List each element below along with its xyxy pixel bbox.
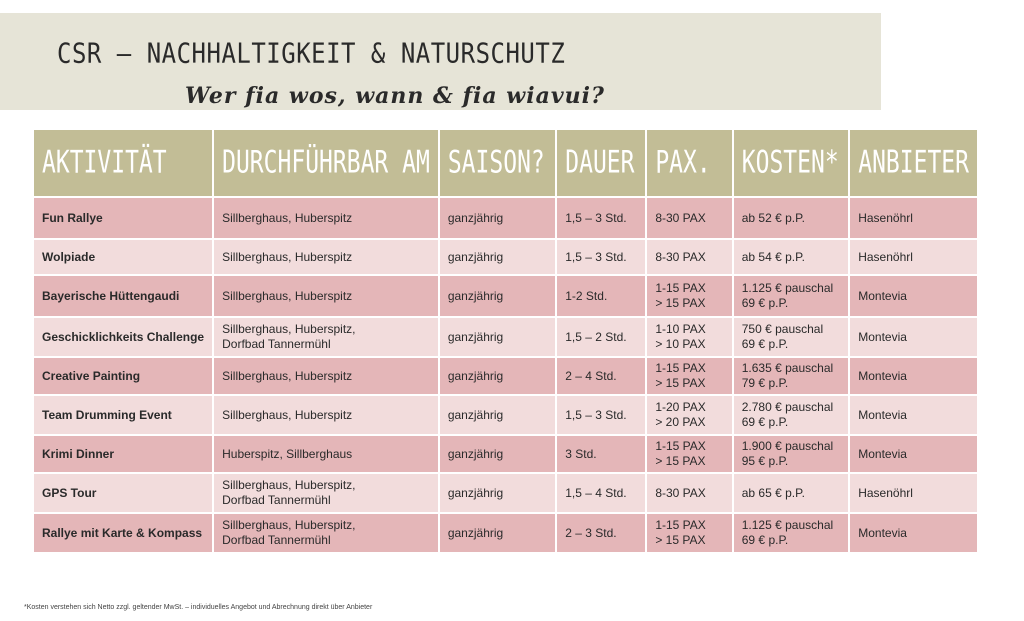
cell-location: Sillberghaus, Huberspitz	[214, 396, 440, 436]
cell-pax: 1-10 PAX > 10 PAX	[647, 318, 733, 358]
cell-provider: Hasenöhrl	[850, 474, 977, 514]
cell-season: ganzjährig	[440, 318, 557, 358]
cell-activity: Wolpiade	[34, 240, 214, 276]
footnote: *Kosten verstehen sich Netto zzgl. geltender MwSt. – individuelles Angebot und Abrechnung direkt über Anbieter	[24, 604, 373, 611]
column-header-pax: PAX.	[647, 130, 733, 198]
column-header-cost: KOSTEN*	[734, 130, 850, 198]
table-row	[34, 276, 977, 318]
cell-cost: 1.635 € pauschal 79 € p.P.	[734, 358, 850, 396]
table-row	[34, 240, 977, 276]
cell-provider: Montevia	[850, 358, 977, 396]
cell-cost: 1.125 € pauschal 69 € p.P.	[734, 276, 850, 318]
cell-duration: 1,5 – 2 Std.	[557, 318, 647, 358]
page-title: CSR – NACHHALTIGKEIT & NATURSCHUTZ	[57, 37, 566, 70]
table-row	[34, 198, 977, 240]
table-row	[34, 436, 977, 474]
cell-location: Sillberghaus, Huberspitz	[214, 358, 440, 396]
cell-provider: Hasenöhrl	[850, 240, 977, 276]
table-header-row	[34, 130, 977, 198]
cell-provider: Montevia	[850, 318, 977, 358]
cell-season: ganzjährig	[440, 474, 557, 514]
cell-activity: Creative Painting	[34, 358, 214, 396]
cell-duration: 1,5 – 4 Std.	[557, 474, 647, 514]
cell-cost: 1.125 € pauschal 69 € p.P.	[734, 514, 850, 554]
column-header-location: DURCHFÜHRBAR AM	[214, 130, 440, 198]
table-body	[34, 198, 977, 554]
cell-cost: ab 52 € p.P.	[734, 198, 850, 240]
cell-duration: 1,5 – 3 Std.	[557, 198, 647, 240]
cell-activity: Rallye mit Karte & Kompass	[34, 514, 214, 554]
cell-location: Sillberghaus, Huberspitz, Dorfbad Tannermühl	[214, 474, 440, 514]
cell-activity: Bayerische Hüttengaudi	[34, 276, 214, 318]
cell-duration: 1,5 – 3 Std.	[557, 240, 647, 276]
activities-table	[34, 130, 977, 554]
title-banner	[0, 13, 881, 110]
cell-provider: Montevia	[850, 514, 977, 554]
page-subtitle: Wer fia wos, wann & fia wiavui?	[185, 83, 605, 109]
column-header-activity: AKTIVITÄT	[34, 130, 214, 198]
cell-cost: 2.780 € pauschal 69 € p.P.	[734, 396, 850, 436]
cell-pax: 8-30 PAX	[647, 198, 733, 240]
column-header-provider: ANBIETER	[850, 130, 977, 198]
cell-pax: 1-20 PAX > 20 PAX	[647, 396, 733, 436]
cell-season: ganzjährig	[440, 276, 557, 318]
cell-duration: 2 – 3 Std.	[557, 514, 647, 554]
cell-season: ganzjährig	[440, 514, 557, 554]
cell-season: ganzjährig	[440, 198, 557, 240]
table-row	[34, 396, 977, 436]
cell-location: Sillberghaus, Huberspitz, Dorfbad Tannermühl	[214, 514, 440, 554]
table-row	[34, 358, 977, 396]
cell-pax: 1-15 PAX > 15 PAX	[647, 436, 733, 474]
cell-season: ganzjährig	[440, 396, 557, 436]
cell-duration: 3 Std.	[557, 436, 647, 474]
cell-provider: Hasenöhrl	[850, 198, 977, 240]
cell-season: ganzjährig	[440, 358, 557, 396]
cell-cost: 750 € pauschal 69 € p.P.	[734, 318, 850, 358]
cell-provider: Montevia	[850, 276, 977, 318]
cell-pax: 1-15 PAX > 15 PAX	[647, 514, 733, 554]
cell-pax: 8-30 PAX	[647, 474, 733, 514]
cell-cost: 1.900 € pauschal 95 € p.P.	[734, 436, 850, 474]
cell-activity: Geschicklichkeits Challenge	[34, 318, 214, 358]
cell-pax: 1-15 PAX > 15 PAX	[647, 358, 733, 396]
cell-pax: 8-30 PAX	[647, 240, 733, 276]
cell-activity: Team Drumming Event	[34, 396, 214, 436]
table-row	[34, 318, 977, 358]
cell-pax: 1-15 PAX > 15 PAX	[647, 276, 733, 318]
cell-location: Sillberghaus, Huberspitz	[214, 198, 440, 240]
column-header-duration: DAUER	[557, 130, 647, 198]
cell-season: ganzjährig	[440, 240, 557, 276]
cell-cost: ab 65 € p.P.	[734, 474, 850, 514]
cell-location: Sillberghaus, Huberspitz, Dorfbad Tannermühl	[214, 318, 440, 358]
table-row	[34, 474, 977, 514]
cell-location: Sillberghaus, Huberspitz	[214, 240, 440, 276]
column-header-season: SAISON?	[440, 130, 557, 198]
cell-duration: 1-2 Std.	[557, 276, 647, 318]
table-row	[34, 514, 977, 554]
cell-duration: 1,5 – 3 Std.	[557, 396, 647, 436]
cell-location: Huberspitz, Sillberghaus	[214, 436, 440, 474]
cell-provider: Montevia	[850, 396, 977, 436]
cell-season: ganzjährig	[440, 436, 557, 474]
cell-cost: ab 54 € p.P.	[734, 240, 850, 276]
cell-activity: GPS Tour	[34, 474, 214, 514]
cell-activity: Fun Rallye	[34, 198, 214, 240]
cell-provider: Montevia	[850, 436, 977, 474]
cell-activity: Krimi Dinner	[34, 436, 214, 474]
cell-duration: 2 – 4 Std.	[557, 358, 647, 396]
cell-location: Sillberghaus, Huberspitz	[214, 276, 440, 318]
